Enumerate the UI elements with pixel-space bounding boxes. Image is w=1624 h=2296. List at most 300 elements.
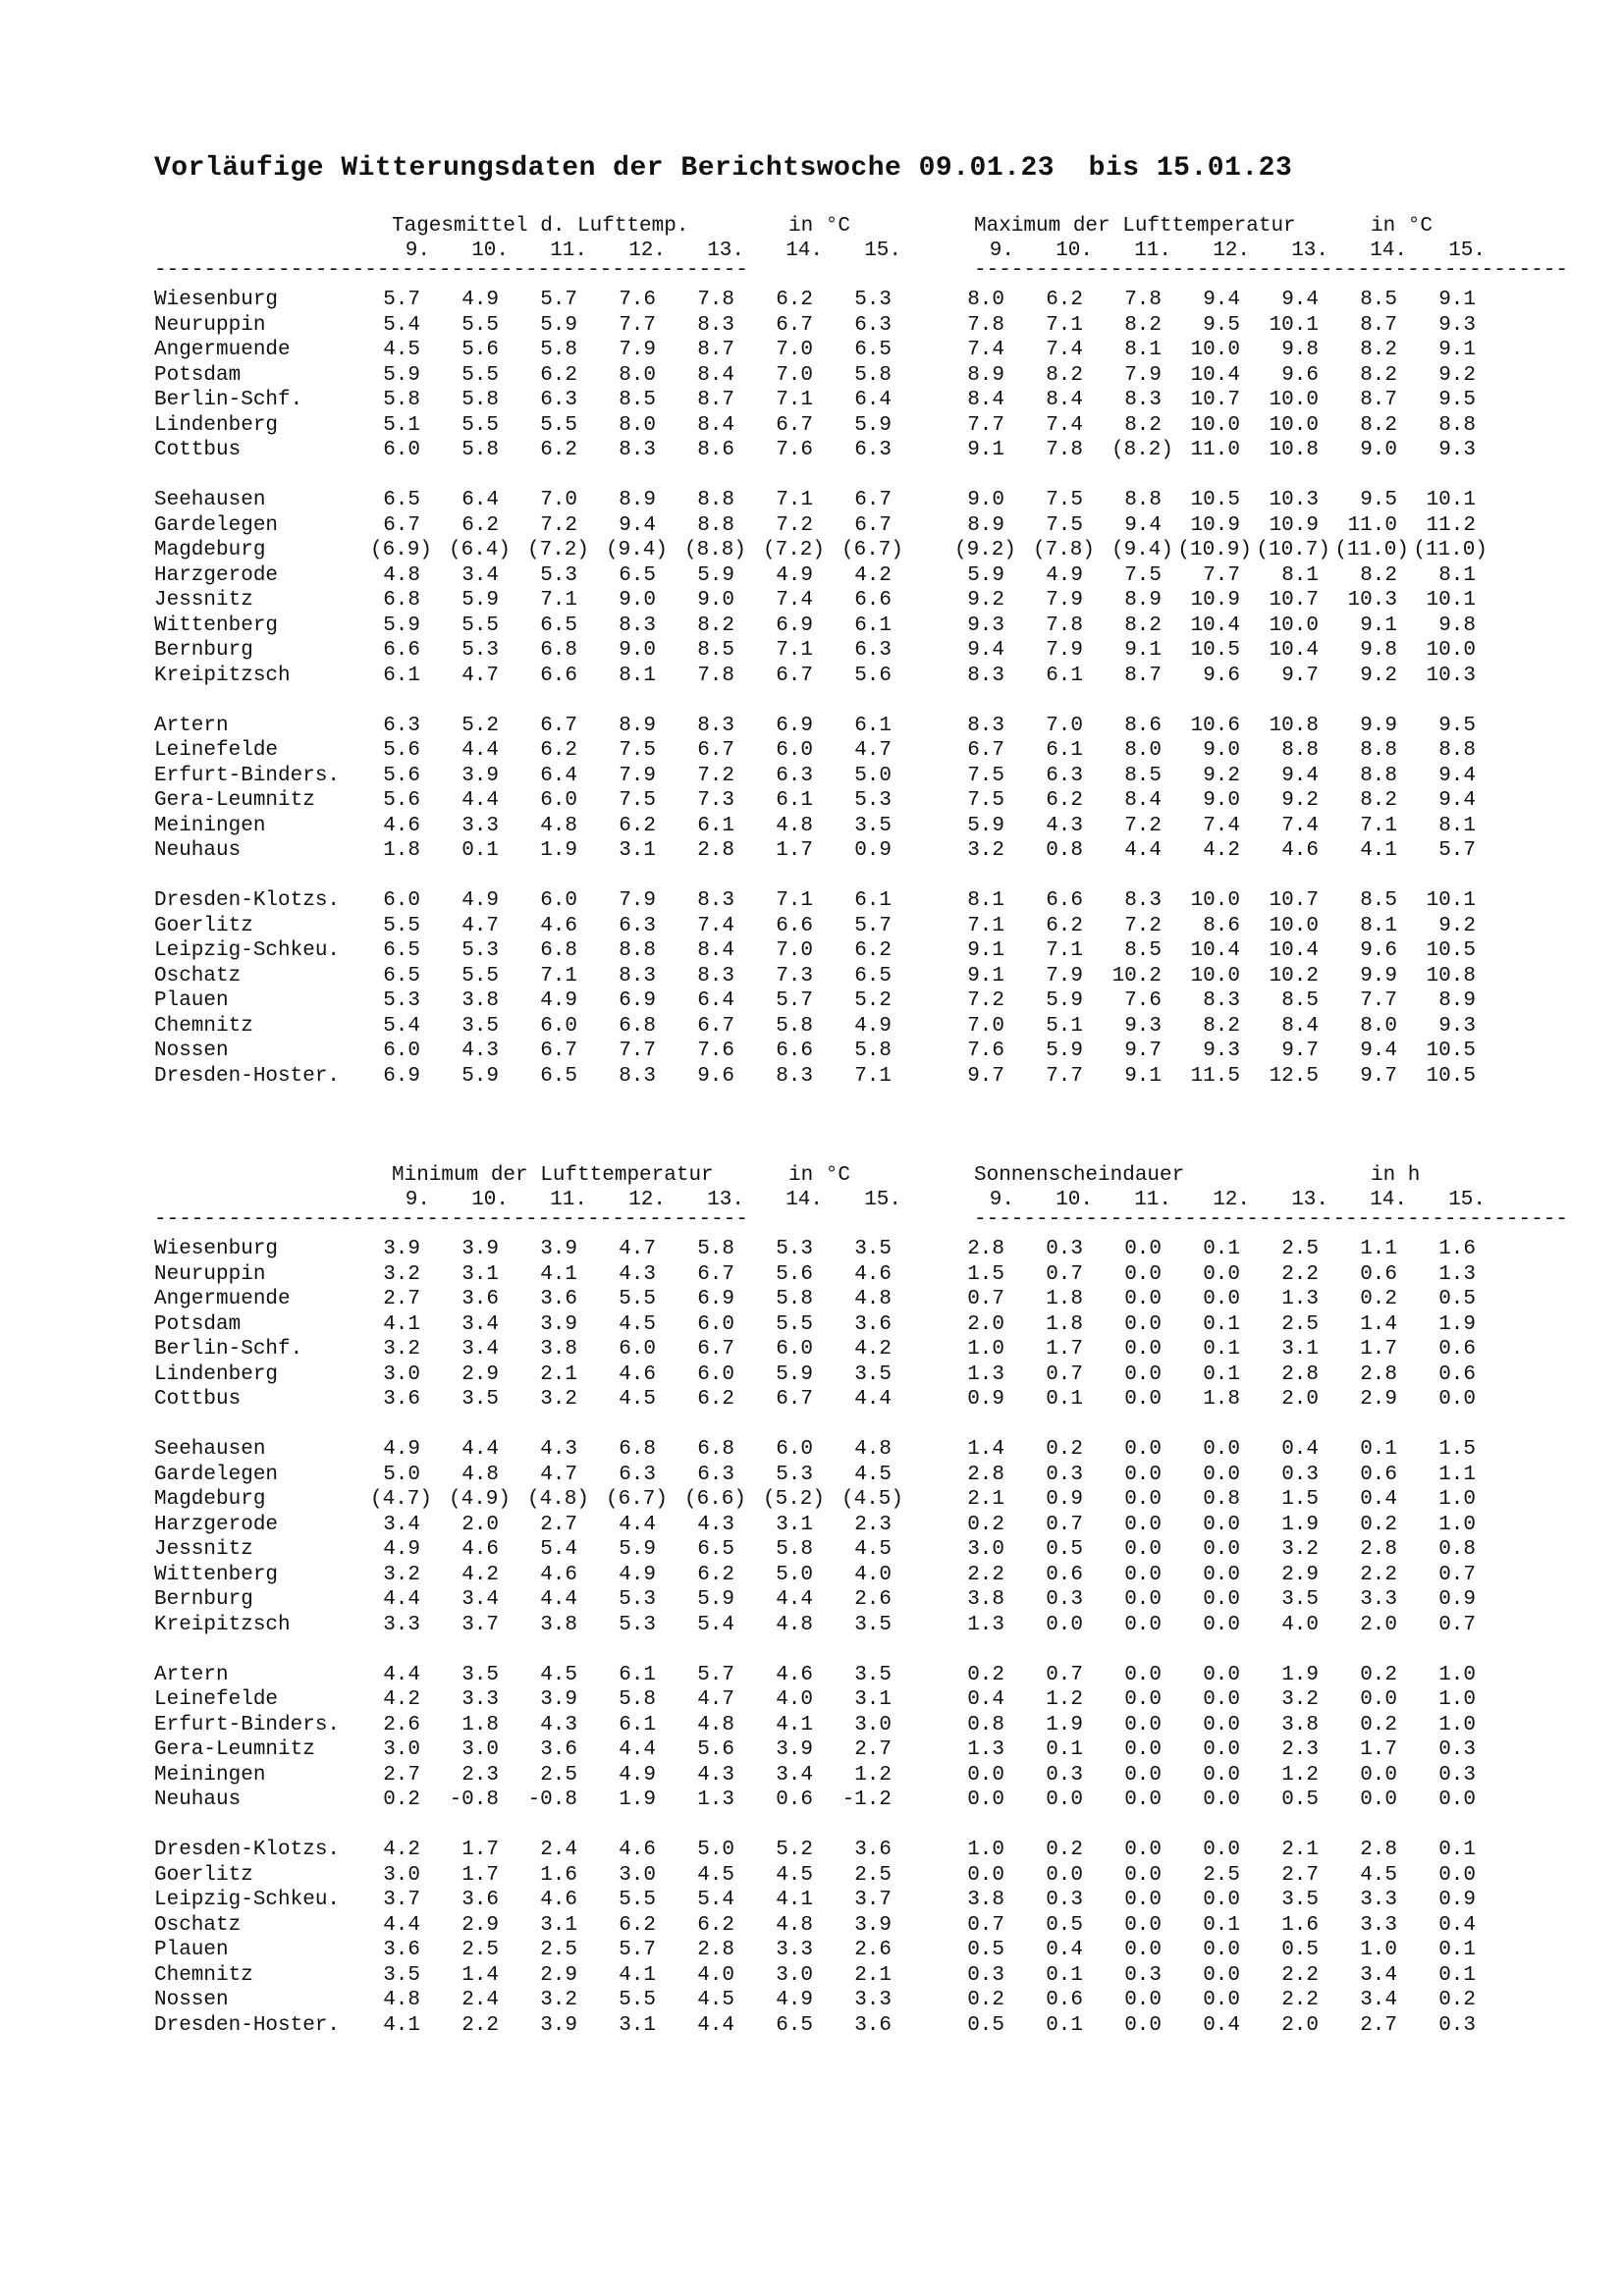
right-value-cell: 0.0 <box>1124 1563 1162 1586</box>
left-value-cell: 5.4 <box>383 1014 420 1038</box>
right-value-cell: 0.0 <box>1124 1588 1162 1611</box>
left-value-cell: 4.6 <box>540 1563 577 1586</box>
left-value-cell: 5.8 <box>461 389 499 411</box>
right-value-cell: 7.7 <box>1046 1064 1083 1088</box>
left-value-cell: 7.4 <box>697 914 734 937</box>
right-value-cell: 7.7 <box>1360 989 1397 1012</box>
right-value-cell: 8.1 <box>1438 563 1476 587</box>
right-separator: ------------------------------------------------ <box>974 1208 1568 1231</box>
left-value-cell: 7.1 <box>776 389 813 411</box>
left-value-cell: 5.5 <box>619 1989 656 2011</box>
right-value-cell: 1.1 <box>1360 1238 1397 1260</box>
left-day-header: 11. <box>550 240 587 262</box>
left-value-cell: (5.2) <box>762 1488 825 1511</box>
left-day-header: 11. <box>550 1189 587 1211</box>
right-value-cell: 0.4 <box>1203 2013 1240 2037</box>
right-value-cell: 1.2 <box>1281 1763 1319 1787</box>
left-value-cell: 6.5 <box>383 489 420 511</box>
left-value-cell: 6.1 <box>619 1713 656 1736</box>
station-name: Goerlitz <box>154 914 253 937</box>
left-value-cell: 2.6 <box>383 1713 420 1736</box>
left-value-cell: 4.5 <box>776 1863 813 1887</box>
left-value-cell: 5.3 <box>461 639 499 662</box>
left-value-cell: 5.5 <box>776 1312 813 1336</box>
right-value-cell: 6.6 <box>1046 889 1083 912</box>
right-value-cell: 8.7 <box>1360 313 1397 337</box>
right-value-cell: 0.5 <box>1046 1913 1083 1937</box>
right-value-cell: 9.5 <box>1203 313 1240 337</box>
left-value-cell: 6.7 <box>697 1338 734 1361</box>
left-value-cell: 6.1 <box>854 714 892 737</box>
left-value-cell: 4.4 <box>540 1588 577 1611</box>
right-value-cell: 3.8 <box>967 1588 1004 1611</box>
left-value-cell: 6.0 <box>776 739 813 762</box>
left-value-cell: 8.5 <box>697 639 734 662</box>
right-value-cell: (10.7) <box>1256 539 1330 561</box>
left-value-cell: 2.3 <box>854 1513 892 1536</box>
right-value-cell: 3.5 <box>1281 1889 1319 1911</box>
right-value-cell: 1.2 <box>1046 1688 1083 1711</box>
left-value-cell: 8.3 <box>619 964 656 988</box>
left-value-cell: (6.7) <box>840 539 903 561</box>
left-value-cell: 3.6 <box>461 1288 499 1310</box>
right-value-cell: 0.0 <box>1046 1613 1083 1636</box>
station-name: Oschatz <box>154 964 242 988</box>
right-value-cell: 0.0 <box>1124 1288 1162 1310</box>
left-value-cell: 5.6 <box>383 739 420 762</box>
left-value-cell: 6.2 <box>619 1913 656 1937</box>
right-value-cell: 12.5 <box>1269 1064 1319 1088</box>
left-value-cell: 3.6 <box>540 1738 577 1761</box>
right-value-cell: 10.1 <box>1426 889 1476 912</box>
left-value-cell: 8.1 <box>619 664 656 687</box>
left-value-cell: 5.5 <box>619 1889 656 1911</box>
left-value-cell: 3.8 <box>461 989 499 1012</box>
left-day-header: 10. <box>471 1189 509 1211</box>
left-value-cell: 4.8 <box>540 814 577 837</box>
right-value-cell: 8.1 <box>1360 914 1397 937</box>
station-name: Jessnitz <box>154 589 253 612</box>
left-value-cell: 3.8 <box>540 1338 577 1361</box>
right-value-cell: 9.1 <box>1438 339 1476 361</box>
left-value-cell: 6.8 <box>540 939 577 962</box>
left-value-cell: 5.9 <box>383 363 420 387</box>
left-value-cell: 4.4 <box>461 1438 499 1461</box>
left-value-cell: 5.9 <box>697 563 734 587</box>
right-value-cell: 7.5 <box>1046 513 1083 537</box>
station-name: Cottbus <box>154 1388 242 1411</box>
left-value-cell: 6.1 <box>776 789 813 812</box>
left-value-cell: 6.0 <box>697 1362 734 1386</box>
left-day-header: 10. <box>471 240 509 262</box>
left-value-cell: 5.9 <box>619 1538 656 1561</box>
right-day-header: 13. <box>1291 240 1328 262</box>
left-value-cell: 2.4 <box>461 1989 499 2011</box>
right-value-cell: 10.5 <box>1190 639 1240 662</box>
right-value-cell: 9.1 <box>1360 614 1397 637</box>
left-value-cell: 2.9 <box>461 1913 499 1937</box>
right-value-cell: 2.8 <box>967 1463 1004 1486</box>
right-value-cell: 4.5 <box>1360 1863 1397 1887</box>
left-value-cell: 2.8 <box>697 1939 734 1961</box>
left-value-cell: 4.8 <box>776 1913 813 1937</box>
right-value-cell: 10.9 <box>1190 589 1240 612</box>
station-name: Erfurt-Binders. <box>154 1713 341 1736</box>
left-value-cell: 5.9 <box>461 589 499 612</box>
station-name: Angermuende <box>154 339 291 361</box>
left-value-cell: 2.5 <box>461 1939 499 1961</box>
left-value-cell: 4.6 <box>540 914 577 937</box>
left-value-cell: 6.0 <box>540 889 577 912</box>
left-value-cell: 7.6 <box>619 289 656 311</box>
left-value-cell: 4.3 <box>619 1262 656 1286</box>
left-value-cell: 2.1 <box>540 1362 577 1386</box>
left-value-cell: 3.6 <box>854 2013 892 2037</box>
left-value-cell: 8.4 <box>697 413 734 437</box>
right-value-cell: 7.8 <box>1124 289 1162 311</box>
left-value-cell: 3.6 <box>383 1939 420 1961</box>
right-value-cell: 8.5 <box>1360 289 1397 311</box>
right-value-cell: 0.7 <box>967 1288 1004 1310</box>
left-value-cell: 6.2 <box>619 814 656 837</box>
right-value-cell: 1.0 <box>1438 1688 1476 1711</box>
right-value-cell: (9.4) <box>1110 539 1173 561</box>
left-value-cell: 6.0 <box>383 1040 420 1062</box>
left-value-cell: 6.8 <box>619 1014 656 1038</box>
left-value-cell: 3.6 <box>383 1388 420 1411</box>
left-value-cell: 8.3 <box>619 439 656 461</box>
right-value-cell: (11.0) <box>1413 539 1488 561</box>
right-value-cell: 0.4 <box>1046 1939 1083 1961</box>
left-value-cell: 3.9 <box>540 1312 577 1336</box>
right-value-cell: 9.2 <box>1203 764 1240 787</box>
left-value-cell: 3.2 <box>383 1262 420 1286</box>
right-value-cell: 0.7 <box>1046 1513 1083 1536</box>
left-value-cell: 3.6 <box>540 1288 577 1310</box>
left-value-cell: 4.7 <box>461 914 499 937</box>
right-value-cell: 3.0 <box>967 1538 1004 1561</box>
right-value-cell: 9.2 <box>967 589 1004 612</box>
right-value-cell: 1.7 <box>1360 1738 1397 1761</box>
right-value-cell: 0.8 <box>1438 1538 1476 1561</box>
right-value-cell: 0.3 <box>1438 1738 1476 1761</box>
right-value-cell: 1.9 <box>1046 1713 1083 1736</box>
left-value-cell: 4.6 <box>619 1362 656 1386</box>
left-value-cell: 5.4 <box>540 1538 577 1561</box>
left-table-unit: in °C <box>788 1164 851 1187</box>
left-value-cell: 4.5 <box>854 1538 892 1561</box>
right-value-cell: 0.2 <box>1046 1839 1083 1861</box>
right-value-cell: 9.0 <box>1360 439 1397 461</box>
left-value-cell: 4.8 <box>776 814 813 837</box>
left-value-cell: 3.3 <box>461 1688 499 1711</box>
right-value-cell: 10.0 <box>1269 413 1319 437</box>
right-value-cell: 2.5 <box>1281 1312 1319 1336</box>
left-value-cell: 5.8 <box>540 339 577 361</box>
right-value-cell: 0.3 <box>1046 1588 1083 1611</box>
left-value-cell: 6.5 <box>854 964 892 988</box>
right-value-cell: 0.2 <box>1360 1663 1397 1686</box>
right-value-cell: 10.8 <box>1426 964 1476 988</box>
right-value-cell: 7.9 <box>1046 639 1083 662</box>
right-value-cell: 2.7 <box>1360 2013 1397 2037</box>
right-value-cell: 10.0 <box>1190 413 1240 437</box>
right-value-cell: 0.7 <box>1046 1663 1083 1686</box>
station-name: Gardelegen <box>154 513 279 537</box>
left-value-cell: 4.7 <box>461 664 499 687</box>
right-value-cell: 0.7 <box>1438 1613 1476 1636</box>
left-value-cell: 4.4 <box>383 1913 420 1937</box>
left-value-cell: 6.8 <box>383 589 420 612</box>
right-value-cell: 8.9 <box>967 513 1004 537</box>
left-value-cell: 5.4 <box>697 1889 734 1911</box>
left-value-cell: 3.9 <box>461 764 499 787</box>
left-value-cell: 3.6 <box>854 1839 892 1861</box>
left-value-cell: 7.2 <box>776 513 813 537</box>
right-value-cell: 0.0 <box>1438 1388 1476 1411</box>
left-value-cell: 5.6 <box>461 339 499 361</box>
right-value-cell: 11.0 <box>1347 513 1397 537</box>
left-value-cell: 8.9 <box>619 714 656 737</box>
right-value-cell: 0.3 <box>1124 1963 1162 1987</box>
left-value-cell: 7.2 <box>540 513 577 537</box>
left-value-cell: 4.2 <box>854 1338 892 1361</box>
right-value-cell: 9.0 <box>1203 789 1240 812</box>
right-value-cell: 0.0 <box>1124 1989 1162 2011</box>
left-value-cell: 4.4 <box>383 1588 420 1611</box>
right-value-cell: 0.0 <box>1203 1613 1240 1636</box>
left-value-cell: 4.5 <box>540 1663 577 1686</box>
right-value-cell: 2.8 <box>1360 1538 1397 1561</box>
left-value-cell: 4.0 <box>854 1563 892 1586</box>
left-value-cell: 8.3 <box>697 714 734 737</box>
right-value-cell: 0.0 <box>1124 1889 1162 1911</box>
left-value-cell: 8.8 <box>697 489 734 511</box>
right-value-cell: 9.7 <box>1124 1040 1162 1062</box>
left-value-cell: 5.9 <box>383 614 420 637</box>
right-value-cell: 0.0 <box>1124 1238 1162 1260</box>
left-value-cell: 3.6 <box>461 1889 499 1911</box>
left-day-header: 14. <box>785 240 823 262</box>
left-value-cell: 5.5 <box>461 614 499 637</box>
left-value-cell: 6.0 <box>540 1014 577 1038</box>
left-value-cell: 8.4 <box>697 363 734 387</box>
right-value-cell: 0.0 <box>1124 1688 1162 1711</box>
left-value-cell: 3.3 <box>461 814 499 837</box>
left-value-cell: 6.2 <box>697 1563 734 1586</box>
right-value-cell: 0.2 <box>1360 1713 1397 1736</box>
station-name: Leipzig-Schkeu. <box>154 1889 341 1911</box>
left-value-cell: 6.6 <box>854 589 892 612</box>
station-name: Plauen <box>154 989 229 1012</box>
right-value-cell: 9.1 <box>1438 289 1476 311</box>
right-value-cell: 10.4 <box>1269 639 1319 662</box>
left-value-cell: 4.1 <box>383 2013 420 2037</box>
left-value-cell: 5.3 <box>619 1613 656 1636</box>
left-value-cell: 6.5 <box>540 1064 577 1088</box>
right-value-cell: 0.5 <box>967 2013 1004 2037</box>
right-value-cell: 0.0 <box>1360 1789 1397 1811</box>
right-day-header: 11. <box>1134 1189 1171 1211</box>
station-name: Angermuende <box>154 1288 291 1310</box>
right-value-cell: 1.9 <box>1281 1513 1319 1536</box>
right-value-cell: 7.5 <box>1124 563 1162 587</box>
right-value-cell: 0.2 <box>967 1989 1004 2011</box>
right-value-cell: 5.1 <box>1046 1014 1083 1038</box>
left-value-cell: 8.3 <box>776 1064 813 1088</box>
right-value-cell: 10.3 <box>1269 489 1319 511</box>
right-value-cell: 8.3 <box>1124 389 1162 411</box>
right-value-cell: 0.0 <box>1124 1488 1162 1511</box>
right-value-cell: 0.2 <box>1360 1513 1397 1536</box>
right-value-cell: 10.3 <box>1426 664 1476 687</box>
station-name: Bernburg <box>154 639 253 662</box>
right-value-cell: 0.0 <box>1124 1863 1162 1887</box>
right-value-cell: 9.2 <box>1438 363 1476 387</box>
right-day-header: 13. <box>1291 1189 1328 1211</box>
right-value-cell: 0.1 <box>1438 1839 1476 1861</box>
left-value-cell: 7.1 <box>540 964 577 988</box>
left-value-cell: 6.4 <box>461 489 499 511</box>
left-value-cell: 2.7 <box>383 1288 420 1310</box>
left-value-cell: 6.7 <box>776 413 813 437</box>
right-value-cell: 2.2 <box>1281 1989 1319 2011</box>
left-value-cell: 7.8 <box>697 289 734 311</box>
right-value-cell: 0.8 <box>1203 1488 1240 1511</box>
left-value-cell: (6.4) <box>448 539 511 561</box>
right-value-cell: 2.0 <box>1360 1613 1397 1636</box>
left-value-cell: 1.7 <box>461 1863 499 1887</box>
right-value-cell: 9.7 <box>967 1064 1004 1088</box>
left-value-cell: 3.4 <box>461 1338 499 1361</box>
left-value-cell: 5.3 <box>540 563 577 587</box>
left-value-cell: 7.2 <box>697 764 734 787</box>
right-value-cell: 0.0 <box>1124 1312 1162 1336</box>
right-value-cell: 10.2 <box>1269 964 1319 988</box>
left-value-cell: 3.1 <box>619 2013 656 2037</box>
left-value-cell: 7.5 <box>619 739 656 762</box>
left-value-cell: 5.8 <box>697 1238 734 1260</box>
left-value-cell: 6.1 <box>619 1663 656 1686</box>
right-day-header: 15. <box>1448 1189 1486 1211</box>
left-value-cell: 3.0 <box>383 1738 420 1761</box>
right-value-cell: 1.7 <box>1046 1338 1083 1361</box>
left-value-cell: 3.5 <box>854 1362 892 1386</box>
right-value-cell: 3.2 <box>1281 1538 1319 1561</box>
left-value-cell: 7.7 <box>619 1040 656 1062</box>
right-value-cell: 8.3 <box>1124 889 1162 912</box>
station-name: Leipzig-Schkeu. <box>154 939 341 962</box>
left-value-cell: 4.4 <box>619 1738 656 1761</box>
right-value-cell: 1.3 <box>1281 1288 1319 1310</box>
right-value-cell: 4.4 <box>1124 839 1162 862</box>
left-value-cell: (4.9) <box>448 1488 511 1511</box>
right-value-cell: 8.8 <box>1360 764 1397 787</box>
left-value-cell: 1.7 <box>776 839 813 862</box>
right-value-cell: 8.3 <box>967 664 1004 687</box>
right-value-cell: 2.1 <box>1281 1839 1319 1861</box>
left-value-cell: 5.8 <box>619 1688 656 1711</box>
left-value-cell: 5.0 <box>776 1563 813 1586</box>
left-value-cell: 2.0 <box>461 1513 499 1536</box>
right-value-cell: 2.0 <box>1281 1388 1319 1411</box>
left-value-cell: (7.2) <box>526 539 589 561</box>
right-value-cell: 8.2 <box>1124 313 1162 337</box>
right-value-cell: 0.1 <box>1360 1438 1397 1461</box>
right-value-cell: 1.1 <box>1438 1463 1476 1486</box>
left-value-cell: 5.0 <box>854 764 892 787</box>
right-value-cell: 0.1 <box>1203 1362 1240 1386</box>
left-value-cell: 6.5 <box>383 964 420 988</box>
station-name: Kreipitzsch <box>154 664 291 687</box>
right-value-cell: 8.1 <box>1281 563 1319 587</box>
right-value-cell: 3.5 <box>1281 1588 1319 1611</box>
left-value-cell: 3.3 <box>854 1989 892 2011</box>
right-value-cell: 8.5 <box>1360 889 1397 912</box>
right-value-cell: 0.0 <box>1124 1388 1162 1411</box>
right-value-cell: 2.8 <box>1360 1839 1397 1861</box>
right-value-cell: 0.0 <box>1203 1939 1240 1961</box>
right-value-cell: 0.1 <box>1046 1738 1083 1761</box>
right-value-cell: 0.0 <box>1203 1513 1240 1536</box>
right-value-cell: 0.9 <box>1438 1588 1476 1611</box>
left-value-cell: 4.4 <box>461 739 499 762</box>
left-value-cell: 5.7 <box>854 914 892 937</box>
left-value-cell: 3.0 <box>776 1963 813 1987</box>
left-value-cell: 3.9 <box>461 1238 499 1260</box>
right-value-cell: 1.8 <box>1046 1288 1083 1310</box>
station-name: Bernburg <box>154 1588 253 1611</box>
right-value-cell: 0.0 <box>1124 1438 1162 1461</box>
right-value-cell: 9.0 <box>967 489 1004 511</box>
right-value-cell: 0.0 <box>1124 1663 1162 1686</box>
right-value-cell: 10.1 <box>1426 589 1476 612</box>
right-value-cell: 2.2 <box>1281 1963 1319 1987</box>
left-value-cell: 5.9 <box>776 1362 813 1386</box>
station-name: Gera-Leumnitz <box>154 1738 315 1761</box>
right-value-cell: 10.0 <box>1190 889 1240 912</box>
right-day-header: 14. <box>1370 240 1407 262</box>
left-value-cell: 5.5 <box>461 413 499 437</box>
station-name: Meiningen <box>154 1763 266 1787</box>
left-value-cell: 4.3 <box>697 1513 734 1536</box>
right-value-cell: 2.2 <box>1281 1262 1319 1286</box>
right-value-cell: 7.1 <box>1360 814 1397 837</box>
right-value-cell: 10.0 <box>1269 614 1319 637</box>
right-value-cell: 0.0 <box>1124 1789 1162 1811</box>
right-value-cell: 8.0 <box>967 289 1004 311</box>
right-value-cell: 8.8 <box>1124 489 1162 511</box>
right-value-cell: 9.4 <box>1281 289 1319 311</box>
right-value-cell: 3.3 <box>1360 1913 1397 1937</box>
left-value-cell: 4.9 <box>776 563 813 587</box>
left-value-cell: 6.7 <box>697 1014 734 1038</box>
right-value-cell: 7.5 <box>967 789 1004 812</box>
right-value-cell: 8.6 <box>1203 914 1240 937</box>
right-value-cell: 9.7 <box>1281 1040 1319 1062</box>
right-value-cell: 10.5 <box>1426 1040 1476 1062</box>
left-value-cell: 7.1 <box>776 889 813 912</box>
right-value-cell: 0.0 <box>1124 1713 1162 1736</box>
right-value-cell: 9.8 <box>1281 339 1319 361</box>
left-value-cell: 3.0 <box>461 1738 499 1761</box>
left-value-cell: 4.5 <box>383 339 420 361</box>
right-value-cell: 9.1 <box>1124 639 1162 662</box>
left-value-cell: 7.3 <box>697 789 734 812</box>
right-value-cell: 7.2 <box>1124 914 1162 937</box>
right-value-cell: 0.3 <box>1438 1763 1476 1787</box>
right-value-cell: 7.4 <box>1046 339 1083 361</box>
